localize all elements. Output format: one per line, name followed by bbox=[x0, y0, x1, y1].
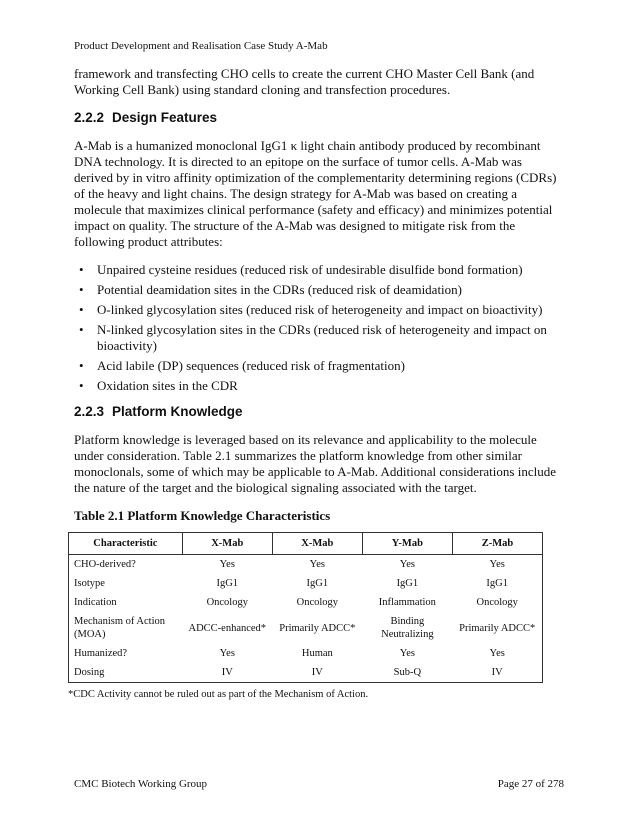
table-cell: IV bbox=[452, 663, 542, 683]
platform-paragraph: Platform knowledge is leveraged based on its relevance and applicability to the molecule under consideration. Table 2.1 summarizes the platform knowledge from other similar monoclonals, some of which may be applicable to A-Mab. Additional considerations include the nature of the target and the biological signaling associated with the target. bbox=[74, 432, 556, 495]
table-cell: Primarily ADCC* bbox=[279, 622, 356, 634]
design-paragraph: A-Mab is a humanized monoclonal IgG1 κ light chain antibody produced by recombinant DNA technology. It is directed to an epitope on the surface of tumor cells. A-Mab was derived by in vitro affinity optimization of the complementarity determining regions (CDRs) of the heavy and light chains. The design strategy for A-Mab was based on creating a molecule that maximizes clinical performance (safety and efficacy) and minimizes potential impact on quality. The structure of the A-Mab was designed to mitigate risk from the following product attributes: bbox=[74, 138, 557, 249]
list-item-text: Unpaired cysteine residues (reduced risk of undesirable disulfide bond formation) bbox=[97, 262, 523, 277]
table-cell: Indication bbox=[69, 593, 183, 612]
list-item-text: Potential deamidation sites in the CDRs (reduced risk of deamidation) bbox=[97, 282, 463, 297]
section-title: Design Features bbox=[112, 110, 218, 125]
section-heading-design-features bbox=[74, 110, 564, 126]
table-row bbox=[69, 574, 543, 593]
table-cell: Oncology bbox=[206, 597, 248, 608]
running-header: Product Development and Realisation Case Study A-Mab bbox=[74, 40, 328, 52]
table-cell: Dosing bbox=[69, 663, 183, 683]
table-footnote: *CDC Activity cannot be ruled out as part of the Mechanism of Action. bbox=[68, 689, 369, 700]
page-content bbox=[68, 66, 564, 703]
platform-knowledge-table bbox=[68, 532, 543, 683]
section-title: Platform Knowledge bbox=[112, 404, 243, 419]
table-cell: IgG1 bbox=[306, 578, 329, 589]
bullet-icon: • bbox=[79, 322, 84, 337]
column-header: Characteristic bbox=[69, 533, 183, 555]
list-item-text: O-linked glycosylation sites (reduced risk of heterogeneity and impact on bioactivity) bbox=[97, 302, 543, 317]
section-number: 2.2.3 bbox=[74, 404, 105, 419]
list-item bbox=[74, 282, 564, 298]
bullet-icon: • bbox=[79, 262, 84, 277]
table-cell: Primarily ADCC* bbox=[452, 612, 542, 644]
table-cell: Isotype bbox=[69, 574, 183, 593]
table-cell: Yes bbox=[452, 644, 542, 663]
section-heading-platform-knowledge bbox=[74, 404, 564, 420]
list-item bbox=[74, 322, 564, 354]
list-item-text: N-linked glycosylation sites in the CDRs (reduced risk of heterogeneity and impact on bioactivity) bbox=[97, 322, 547, 353]
table-cell: Yes bbox=[452, 555, 542, 575]
table-header-row bbox=[69, 533, 543, 555]
table-cell: IV bbox=[272, 663, 362, 683]
bullet-icon: • bbox=[79, 378, 84, 393]
table-cell: Sub-Q bbox=[362, 663, 452, 683]
table-cell: Human bbox=[301, 648, 333, 659]
table-cell: Oncology bbox=[296, 597, 339, 608]
column-header: Z-Mab bbox=[452, 533, 542, 555]
table-cell: Yes bbox=[219, 648, 235, 659]
bullet-icon: • bbox=[79, 302, 84, 317]
column-header: Y-Mab bbox=[362, 533, 452, 555]
table-cell: Yes bbox=[399, 648, 415, 659]
table-cell: IV bbox=[182, 663, 272, 683]
table-row bbox=[69, 593, 543, 612]
table-cell: IgG1 bbox=[216, 578, 239, 589]
design-bullet-list bbox=[74, 262, 564, 394]
list-item bbox=[74, 358, 564, 374]
list-item bbox=[74, 262, 564, 278]
bullet-icon: • bbox=[79, 282, 84, 297]
table-cell: Inflammation bbox=[378, 597, 436, 608]
list-item-text: Oxidation sites in the CDR bbox=[97, 378, 238, 393]
table-cell: Mechanism of Action (MOA) bbox=[69, 612, 183, 644]
intro-paragraph: framework and transfecting CHO cells to create the current CHO Master Cell Bank (and Working Cell Bank) using standard cloning and transfection procedures. bbox=[74, 66, 535, 97]
table-cell: IgG1 bbox=[452, 574, 542, 593]
list-item bbox=[74, 378, 564, 394]
table-row bbox=[69, 663, 543, 683]
table-cell: Humanized? bbox=[69, 644, 183, 663]
table-cell: CHO-derived? bbox=[69, 555, 183, 575]
table-row bbox=[69, 644, 543, 663]
list-item-text: Acid labile (DP) sequences (reduced risk of fragmentation) bbox=[97, 358, 405, 373]
table-cell: Yes bbox=[219, 559, 235, 570]
table-cell: Oncology bbox=[452, 593, 542, 612]
table-row bbox=[69, 612, 543, 644]
table-cell: ADCC-enhanced* bbox=[188, 622, 267, 634]
bullet-icon: • bbox=[79, 358, 84, 373]
table-cell: Binding Neutralizing bbox=[381, 616, 434, 640]
table-cell: Yes bbox=[399, 559, 415, 570]
table-row bbox=[69, 555, 543, 575]
footer-page-number: Page 27 of 278 bbox=[497, 778, 564, 790]
table-cell: IgG1 bbox=[396, 578, 419, 589]
column-header: X-Mab bbox=[272, 533, 362, 555]
list-item bbox=[74, 302, 564, 318]
table-caption: Table 2.1 Platform Knowledge Characteristics bbox=[74, 508, 331, 523]
column-header: X-Mab bbox=[182, 533, 272, 555]
table-cell: Yes bbox=[309, 559, 325, 570]
section-number: 2.2.2 bbox=[74, 110, 105, 125]
footer-organization: CMC Biotech Working Group bbox=[74, 778, 208, 790]
